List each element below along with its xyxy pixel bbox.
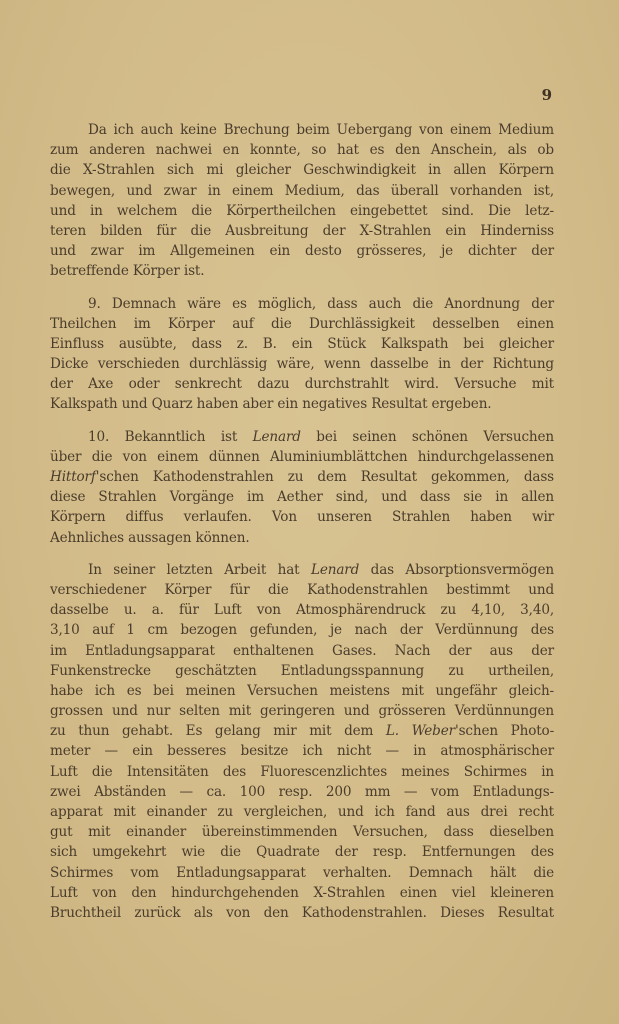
text-line <box>50 221 554 241</box>
text-line <box>50 120 554 140</box>
text-run: die X-Strahlen sich mi gleicher Geschwindigkeit in allen Körpern <box>50 162 554 179</box>
text-line <box>50 334 554 354</box>
italic-name: L. Weber <box>385 723 455 740</box>
text-run: zu thun gehabt. Es gelang mir mit dem <box>50 723 386 740</box>
text-line <box>50 762 554 782</box>
text-line <box>50 467 554 487</box>
text-run: 'schen Kathodenstrahlen zu dem Resultat gekommen, dass <box>95 469 554 485</box>
text-line <box>50 507 554 527</box>
text-run: Theilchen im Körper auf die Durchlässigkeit desselben einen <box>50 315 554 332</box>
text-line <box>50 374 554 394</box>
text-run: zum anderen nachwei en konnte, so hat es den Anschein, als ob <box>50 142 554 159</box>
italic-name: Hittorf <box>50 469 96 485</box>
text-line <box>50 354 554 374</box>
text-line <box>50 160 554 180</box>
text-run: der Axe oder senkrecht dazu durchstrahlt wird. Versuche mit <box>50 376 554 393</box>
text-run: Einfluss ausübte, dass z. B. ein Stück Kalkspath bei gleicher <box>50 335 554 352</box>
text-run: über die von einem dünnen Aluminiumblättchen hindurchgelassenen <box>50 448 554 465</box>
text-run: diese Strahlen Vorgänge im Aether sind, und dass sie in allen <box>50 489 554 506</box>
text-line <box>50 600 554 620</box>
text-run: betreffende Körper ist. <box>50 263 205 280</box>
text-line <box>50 842 554 862</box>
text-line <box>50 741 554 761</box>
text-line <box>50 641 554 661</box>
text-run: verschiedener Körper für die Kathodenstrahlen bestimmt und <box>50 581 554 598</box>
text-run: Schirmes vom Entladungsapparat verhalten. Demnach hält die <box>50 864 554 881</box>
italic-name: Lenard <box>252 428 301 445</box>
text-run: 9. Demnach wäre es möglich, dass auch die Anordnung der <box>88 295 554 312</box>
text-line <box>50 427 554 447</box>
text-run: und in welchem die Körpertheilchen eingebettet sind. Die letz- <box>50 202 554 219</box>
text-line <box>50 241 554 261</box>
text-run: Kalkspath und Quarz haben aber ein negatives Resultat ergeben. <box>50 396 492 413</box>
text-run: dasselbe u. a. für Luft von Atmosphärendruck zu 4,10, 3,40, <box>50 602 554 619</box>
text-run: Funkenstrecke geschätzten Entladungsspannung zu urtheilen, <box>50 662 554 679</box>
paragraph <box>50 427 554 548</box>
text-run: das Absorptionsvermögen <box>359 561 554 578</box>
text-run: Bruchtheil zurück als von den Kathodenstrahlen. Dieses Resultat <box>50 904 554 921</box>
paragraph-gap <box>50 415 554 427</box>
text-run: teren bilden für die Ausbreitung der X-Strahlen ein Hinderniss <box>50 222 554 239</box>
text-run: Dicke verschieden durchlässig wäre, wenn dasselbe in der Richtung <box>50 356 554 373</box>
text-line <box>50 201 554 221</box>
text-line <box>50 661 554 681</box>
text-line <box>50 681 554 701</box>
text-run: Luft von den hindurchgehenden X-Strahlen einen viel kleineren <box>50 884 554 901</box>
text-run: 3,10 auf 1 cm bezogen gefunden, je nach der Verdünnung des <box>50 622 554 639</box>
text-line <box>50 447 554 467</box>
text-line <box>50 580 554 600</box>
text-run: Aehnliches aussagen können. <box>50 529 250 546</box>
paragraph <box>50 560 554 923</box>
text-run: zwei Abständen — ca. 100 resp. 200 mm — vom Entladungs- <box>50 783 554 800</box>
text-run: 10. Bekanntlich ist <box>88 428 253 445</box>
italic-name: Lenard <box>310 561 360 578</box>
text-line <box>50 528 554 548</box>
text-run: habe ich es bei meinen Versuchen meistens mit ungefähr gleich- <box>50 682 554 699</box>
text-run: sich umgekehrt wie die Quadrate der resp. Entfernungen des <box>50 844 554 861</box>
text-run: Da ich auch keine Brechung beim Uebergang von einem Medium <box>88 122 554 138</box>
text-run: und zwar im Allgemeinen ein desto grösseres, je dichter der <box>50 243 554 260</box>
text-line <box>50 802 554 822</box>
text-run: gut mit einander übereinstimmenden Versuchen, dass dieselben <box>50 824 554 841</box>
text-line <box>50 140 554 160</box>
text-line <box>50 560 554 580</box>
page-number: 9 <box>541 86 552 104</box>
text-line <box>50 261 554 281</box>
text-run: Luft die Intensitäten des Fluorescenzlichtes meines Schirmes in <box>50 763 554 780</box>
text-run: 'schen Photo- <box>454 723 555 740</box>
text-line <box>50 721 554 741</box>
text-line <box>50 883 554 903</box>
text-run: bei seinen schönen Versuchen <box>300 428 555 445</box>
text-run: bewegen, und zwar in einem Medium, das überall vorhanden ist, <box>50 182 554 199</box>
paragraph <box>50 120 554 282</box>
text-run: meter — ein besseres besitze ich nicht — in atmosphärischer <box>50 743 554 760</box>
text-block <box>50 120 554 923</box>
text-run: im Entladungsapparat enthaltenen Gases. Nach der aus der <box>50 642 554 659</box>
text-line <box>50 903 554 923</box>
text-line <box>50 701 554 721</box>
paragraph <box>50 294 554 415</box>
paragraph-gap <box>50 282 554 294</box>
text-run: In seiner letzten Arbeit hat <box>88 561 311 578</box>
text-line <box>50 487 554 507</box>
text-line <box>50 314 554 334</box>
text-line <box>50 394 554 414</box>
text-line <box>50 863 554 883</box>
text-run: apparat mit einander zu vergleichen, und ich fand aus drei recht <box>50 804 554 820</box>
text-run: Körpern diffus verlaufen. Von unseren Strahlen haben wir <box>50 509 554 526</box>
text-line <box>50 620 554 640</box>
paragraph-gap <box>50 548 554 560</box>
text-line <box>50 782 554 802</box>
text-line <box>50 294 554 314</box>
text-line <box>50 181 554 201</box>
text-line <box>50 822 554 842</box>
text-run: grossen und nur selten mit geringeren und grösseren Verdünnungen <box>50 703 554 720</box>
